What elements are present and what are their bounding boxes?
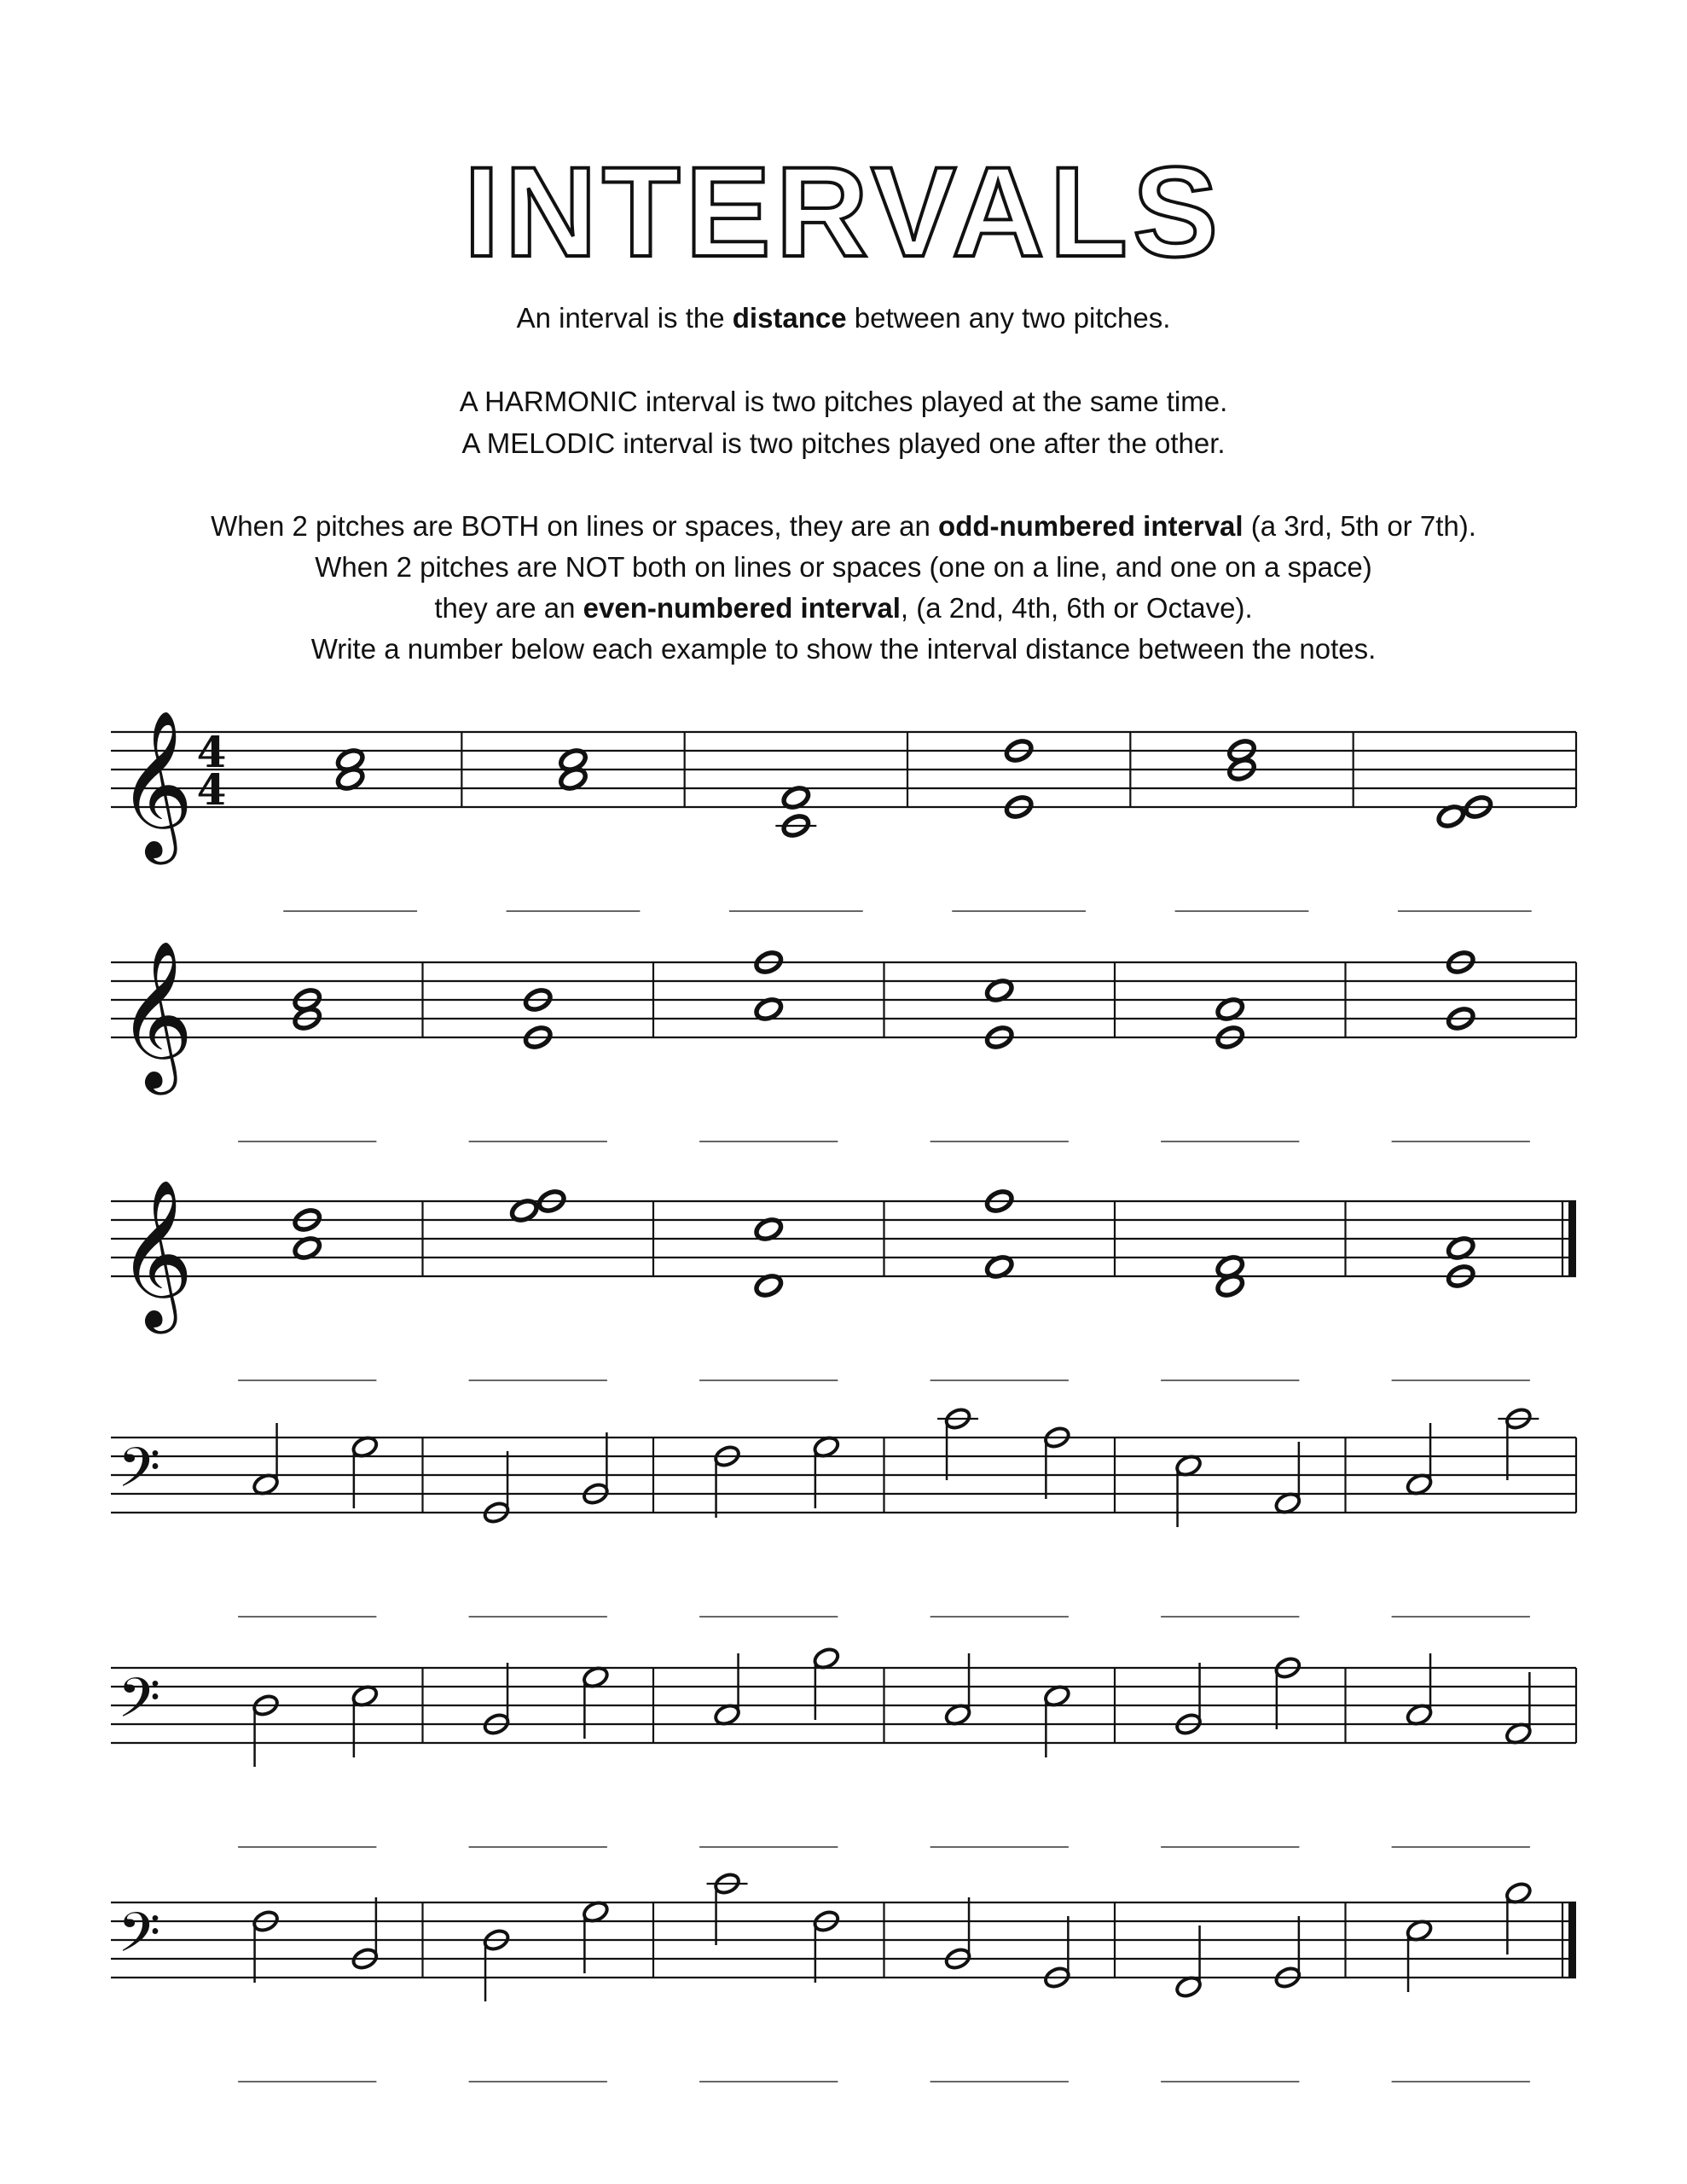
even-keyword: even-numbered interval [583, 592, 901, 624]
worksheet-title [0, 128, 1687, 290]
odd-interval-line: When 2 pitches are BOTH on lines or spaces, they are an odd-numbered interval (a 3rd, 5th or 7th). [211, 510, 1476, 542]
bass-clef-icon: 𝄢 [118, 1902, 161, 1978]
staff-system [111, 1871, 1576, 2082]
time-signature-bottom: 4 [196, 764, 227, 815]
interval-exercises [0, 665, 1687, 2133]
staff-system [111, 940, 1576, 1141]
bass-clef-icon: 𝄢 [118, 1437, 161, 1513]
final-barline [1568, 1201, 1576, 1276]
final-barline [1568, 1902, 1576, 1978]
instruction-line: Write a number below each example to show the interval distance between the notes. [310, 633, 1377, 665]
time-signature-top: 4 [196, 727, 227, 777]
odd-keyword: odd-numbered interval [938, 510, 1244, 542]
bass-clef-icon: 𝄢 [118, 1667, 161, 1744]
title-outline-text: INTERVALS [463, 140, 1224, 283]
staff-system [111, 710, 1576, 911]
melodic-line: A MELODIC interval is two pitches played one after the other. [461, 427, 1226, 459]
staff-system [111, 1406, 1576, 1617]
staff-system [111, 1179, 1576, 1380]
even-interval-line-2: they are an even-numbered interval, (a 2nd, 4th, 6th or Octave). [434, 592, 1253, 624]
definition-keyword: distance [732, 302, 847, 334]
even-interval-line-1: When 2 pitches are NOT both on lines or spaces (one on a line, and one on a space) [315, 551, 1372, 583]
treble-clef-icon: 𝄞 [118, 940, 194, 1089]
harmonic-line: A HARMONIC interval is two pitches played at the same time. [459, 386, 1228, 417]
staff-system [111, 1646, 1576, 1847]
definition-line: An interval is the distance between any two pitches. [516, 302, 1171, 334]
treble-clef-icon: 𝄞 [118, 710, 194, 858]
treble-clef-icon: 𝄞 [118, 1179, 194, 1327]
